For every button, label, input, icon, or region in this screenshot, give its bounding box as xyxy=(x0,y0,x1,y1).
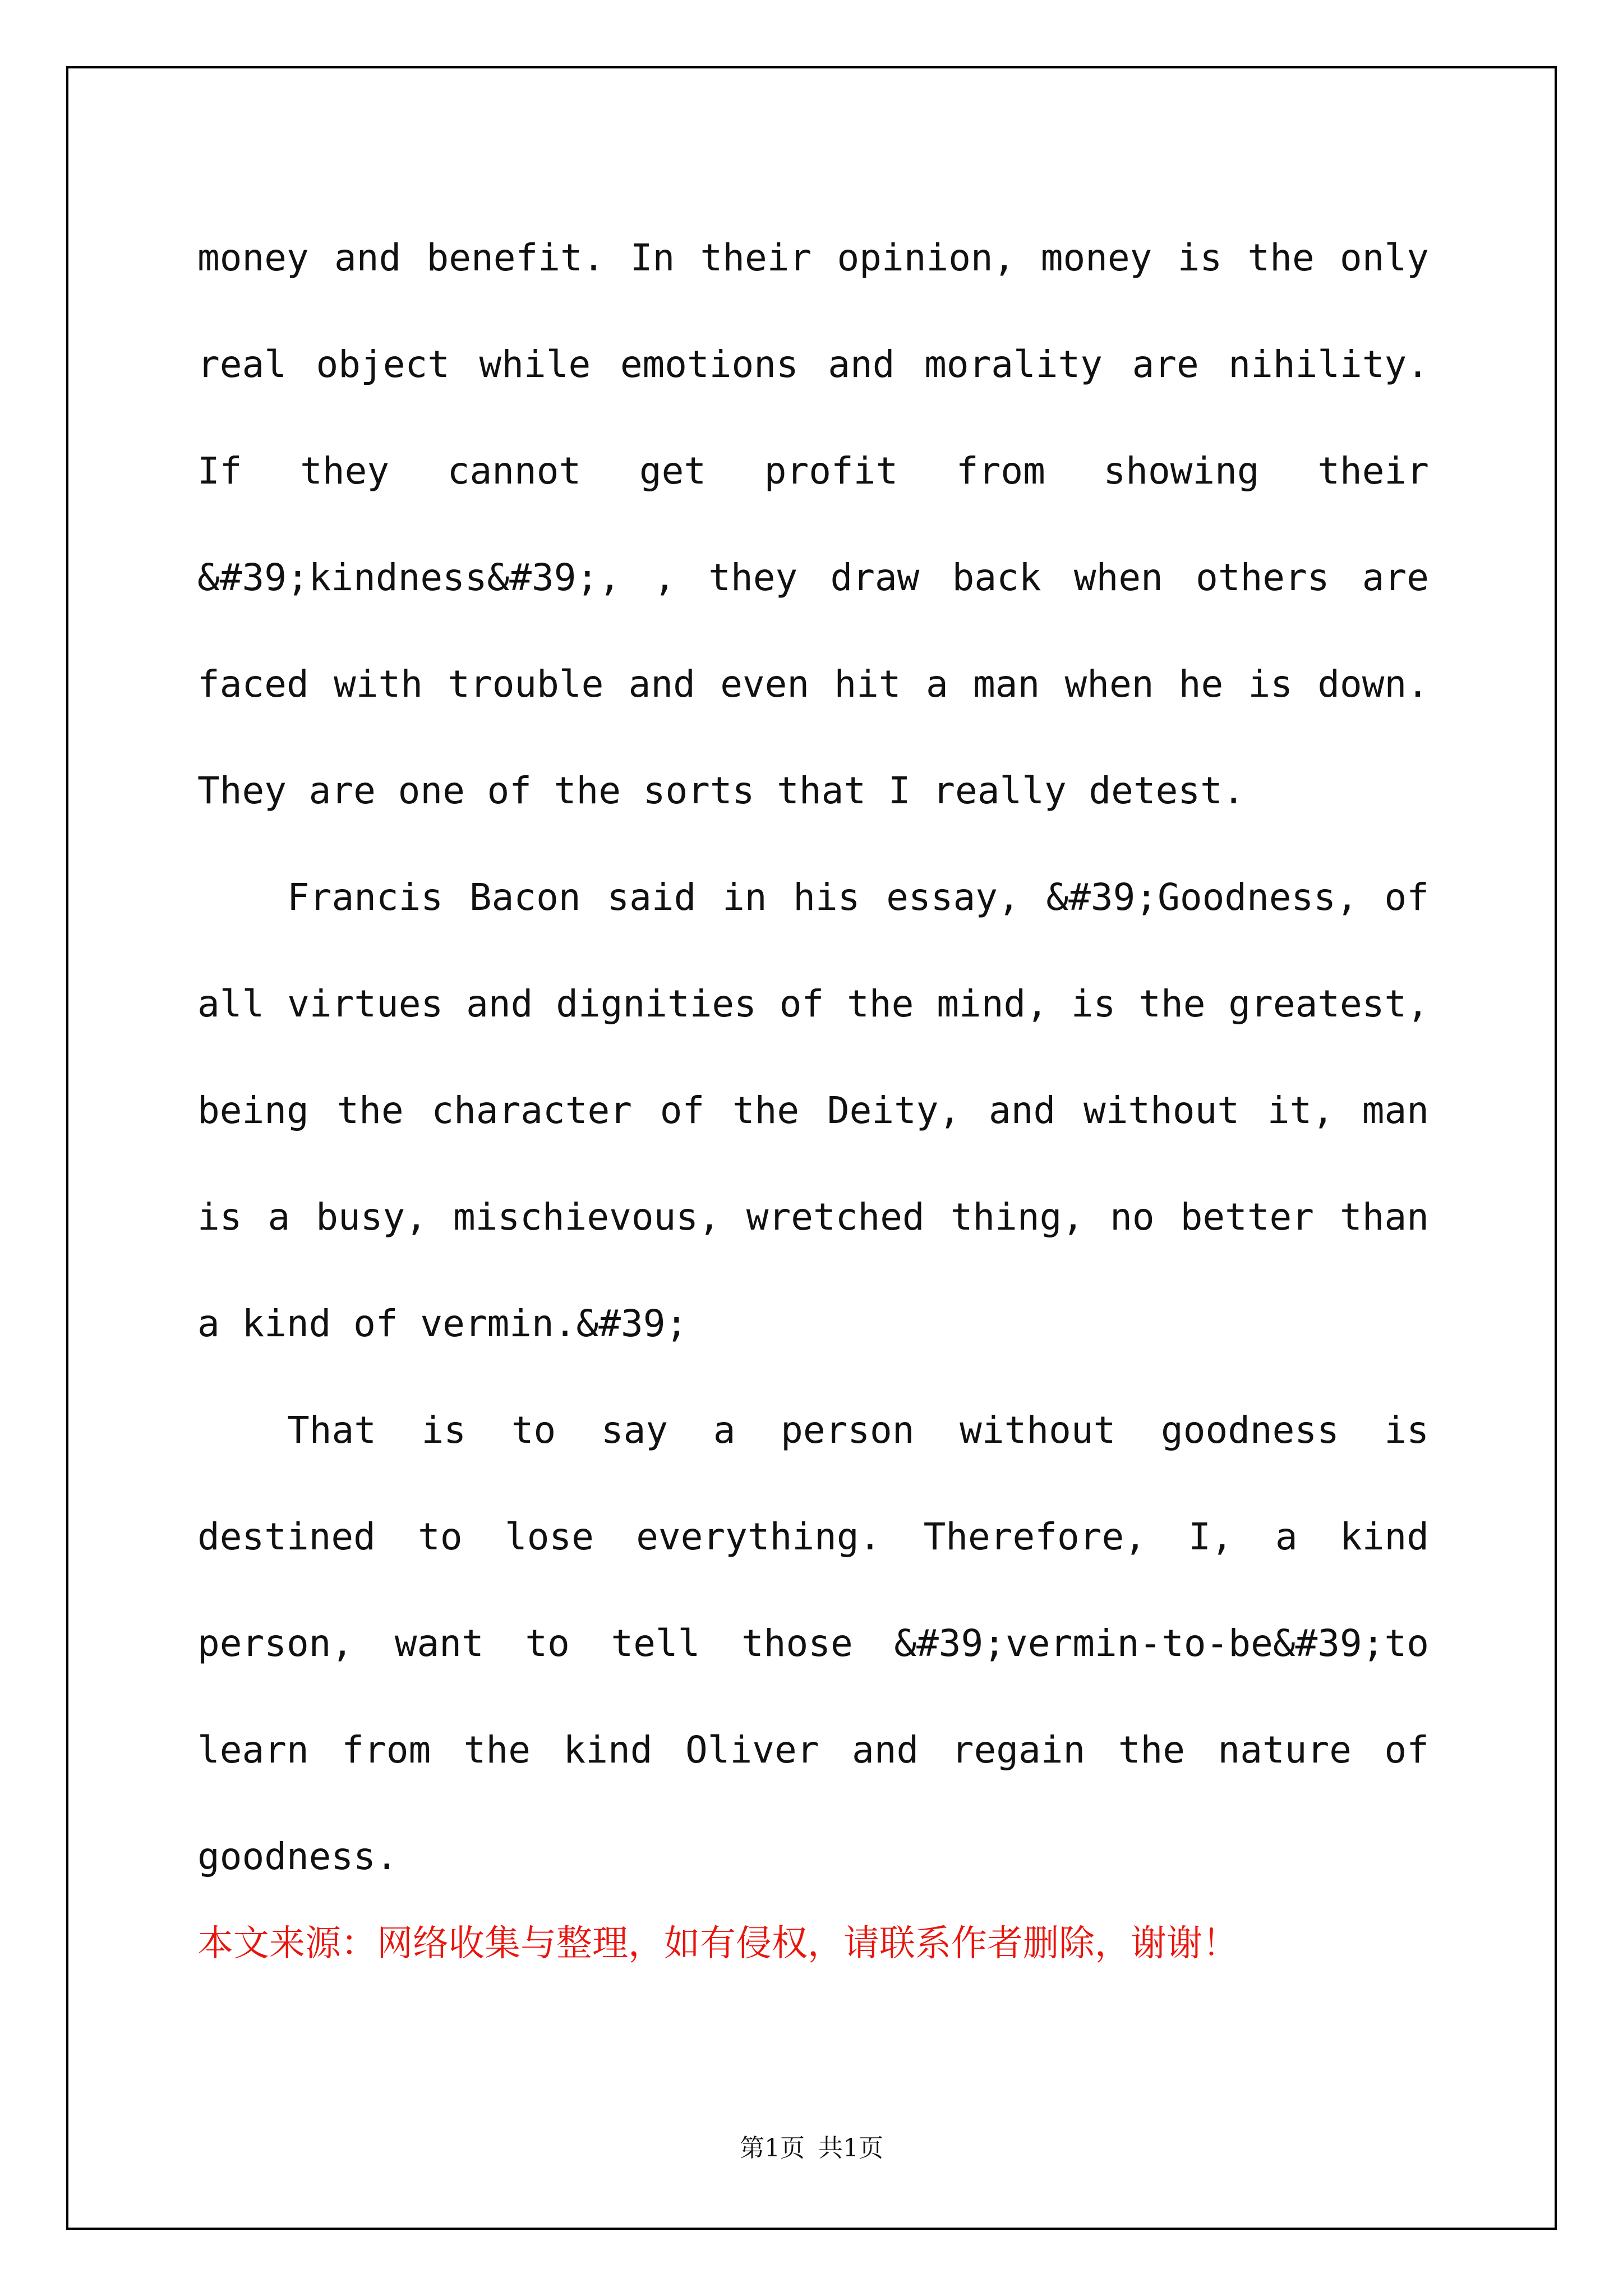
page-footer: 第1页 共1页 xyxy=(740,2134,883,2162)
source-notice: 本文来源：网络收集与整理，如有侵权，请联系作者删除，谢谢！ xyxy=(197,1923,1238,1964)
paragraph-2: Francis Bacon said in his essay, &#39;Goodness, of all virtues and dignities of the mind, is the greatest, being the character of the Deity, and without it, man is a busy, mischievous, wretched thing, no better than a kind of vermin.&#39; xyxy=(197,876,1429,1345)
document-body xyxy=(197,205,1429,1910)
paragraph-1: money and benefit. In their opinion, money is the only real object while emotions and morality are nihility. If they cannot get profit from showing their &#39;kindness&#39;, , they draw back when others are faced with trouble and even hit a man when he is down. They are one of the sorts that I really detest. xyxy=(197,236,1429,812)
paragraph-3: That is to say a person without goodness is destined to lose everything. Therefore, I, a kind person, want to tell those &#39;vermin-to-be&#39;to learn from the kind Oliver and regain the nature of goodness. xyxy=(197,1409,1429,1878)
